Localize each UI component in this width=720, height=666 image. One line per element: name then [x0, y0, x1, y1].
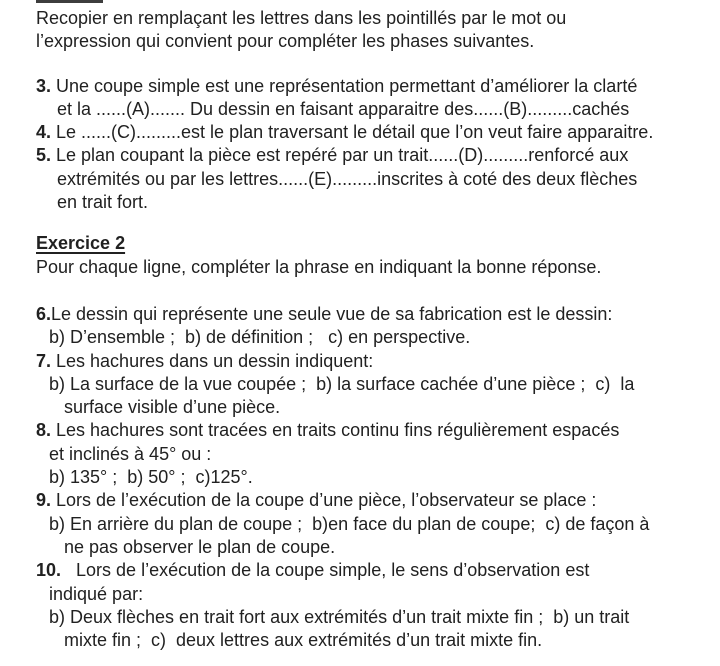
exercise-2-heading-row: [36, 232, 696, 255]
question-5-line-2: extrémités ou par les lettres......(E).........inscrites à coté des deux flèches: [57, 168, 638, 189]
question-7-options-line-2: surface visible d’une pièce.: [64, 397, 281, 418]
question-4-number: 4.: [36, 122, 52, 143]
question-3-line-1: [36, 75, 696, 98]
exercise-2-subtitle: Pour chaque ligne, compléter la phrase en indiquant la bonne réponse.: [36, 256, 602, 277]
question-6-line-1: [36, 303, 696, 326]
question-10-number: 10.: [36, 560, 62, 581]
exercise-2-title: Exercice 2: [36, 233, 126, 254]
question-10-line-1: [36, 559, 696, 582]
question-6-number: 6.: [36, 303, 52, 324]
question-5-line-1: [36, 144, 696, 167]
question-10-options-line-2: mixte fin ; c) deux lettres aux extrémités d’un trait mixte fin.: [64, 630, 543, 651]
question-3-text: Une coupe simple est une représentation permettant d’améliorer la clarté: [51, 75, 638, 96]
question-8-line-2: et inclinés à 45° ou :: [49, 443, 212, 464]
question-6-options: b) D’ensemble ; b) de définition ; c) en perspective.: [49, 327, 471, 348]
previous-heading-underline-remnant: [36, 0, 103, 3]
question-4-line-1: [36, 121, 696, 144]
question-4-text: Le ......(C).........est le plan traversant le détail que l’on veut faire apparaitre.: [51, 122, 654, 143]
question-7-line-1: [36, 350, 696, 373]
question-5-number: 5.: [36, 145, 52, 166]
question-9-text: Lors de l’exécution de la coupe d’une pièce, l’observateur se place :: [51, 490, 597, 511]
question-10-text: Lors de l’exécution de la coupe simple, le sens d’observation est: [61, 560, 590, 581]
question-8-number: 8.: [36, 420, 52, 441]
question-3-line-2: et la ......(A)....... Du dessin en faisant apparaitre des......(B).........cachés: [57, 98, 630, 119]
question-9-options-line-1: b) En arrière du plan de coupe ; b)en face du plan de coupe; c) de façon à: [49, 513, 650, 534]
intro-line-2: l’expression qui convient pour compléter les phases suivantes.: [36, 31, 535, 52]
intro-line-1: Recopier en remplaçant les lettres dans les pointillés par le mot ou: [36, 8, 567, 28]
question-9-line-1: [36, 489, 696, 512]
question-10-line-2: indiqué par:: [49, 583, 144, 604]
question-9-number: 9.: [36, 490, 52, 511]
question-7-text: Les hachures dans un dessin indiquent:: [51, 350, 374, 371]
question-3-number: 3.: [36, 75, 52, 96]
question-7-options-line-1: b) La surface de la vue coupée ; b) la surface cachée d’une pièce ; c) la: [49, 373, 635, 394]
question-10-options-line-1: b) Deux flèches en trait fort aux extrémités d’un trait mixte fin ; b) un trait: [49, 606, 630, 627]
question-8-line-1: [36, 419, 696, 442]
question-5-line-3: en trait fort.: [57, 192, 149, 213]
question-5-text: Le plan coupant la pièce est repéré par un trait......(D).........renforcé aux: [51, 145, 629, 166]
question-8-text: Les hachures sont tracées en traits continu fins régulièrement espacés: [51, 420, 620, 441]
question-8-options: b) 135° ; b) 50° ; c)125°.: [49, 467, 253, 488]
question-9-options-line-2: ne pas observer le plan de coupe.: [64, 536, 336, 557]
question-6-text: Le dessin qui représente une seule vue de sa fabrication est le dessin:: [51, 303, 613, 324]
question-7-number: 7.: [36, 350, 52, 371]
